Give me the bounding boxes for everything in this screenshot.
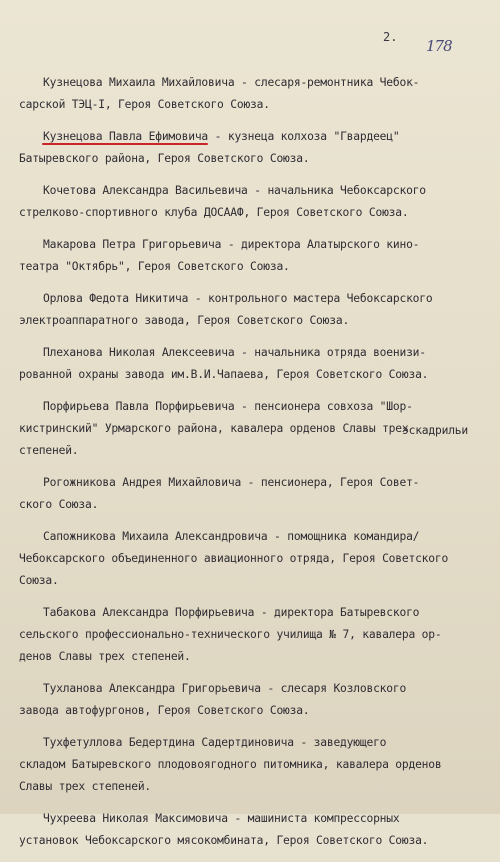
entry-line: Кузнецова Михаила Михайловича - слесаря-ремонтника Чебок- bbox=[43, 76, 420, 89]
list-item bbox=[0, 72, 500, 116]
list-item bbox=[0, 732, 500, 798]
entry-line: рованной охраны завода им.В.И.Чапаева, Героя Советского Союза. bbox=[19, 368, 429, 381]
list-item bbox=[0, 288, 500, 332]
entry-line: кистринский" Урмарского района, кавалера орденов Славы трех bbox=[19, 422, 409, 435]
award-list bbox=[0, 72, 500, 862]
entry-line: Тухфетуллова Бедертдина Садертдиновича - заведующего bbox=[43, 736, 387, 749]
entry-line: денов Славы трех степеней. bbox=[19, 650, 191, 663]
list-item bbox=[0, 602, 500, 668]
entry-line: Орлова Федота Никитича - контрольного мастера Чебоксарского bbox=[43, 292, 433, 305]
list-item bbox=[0, 342, 500, 386]
inserted-correction: эскадрильи bbox=[402, 424, 469, 437]
list-item bbox=[0, 180, 500, 224]
entry-line: Порфирьева Павла Порфирьевича - пенсионера совхоза "Шор- bbox=[43, 400, 413, 413]
entry-line: Чебоксарского объединенного авиационного отряда, Героя Советского bbox=[19, 552, 449, 565]
list-item bbox=[0, 396, 500, 462]
archive-folio-number: 178 bbox=[426, 37, 452, 55]
entry-line: Союза. bbox=[19, 574, 59, 587]
entry-line: ского Союза. bbox=[19, 498, 99, 511]
entry-line: Славы трех степеней. bbox=[19, 780, 152, 793]
entry-line: Макарова Петра Григорьевича - директора Алатырского кино- bbox=[43, 238, 420, 251]
highlighted-text: Кузнецова Павла Ефимовича bbox=[43, 130, 209, 143]
entry-line-rest: - кузнеца колхоза "Гвардеец" bbox=[208, 130, 400, 143]
underlined-name bbox=[43, 126, 208, 148]
list-item bbox=[0, 472, 500, 516]
entry-line: Кочетова Александра Васильевича - начальника Чебоксарского bbox=[43, 184, 426, 197]
list-item bbox=[0, 234, 500, 278]
entry-line: Рогожникова Андрея Михайловича - пенсионера, Героя Совет- bbox=[43, 476, 420, 489]
entry-line: завода автофургонов, Героя Советского Союза. bbox=[19, 704, 310, 717]
entry-line: складом Батыревского плодовоягодного питомника, кавалера орденов bbox=[19, 758, 442, 771]
entry-line: электроаппаратного завода, Героя Советского Союза. bbox=[19, 314, 350, 327]
list-item bbox=[0, 526, 500, 592]
entry-line: Тухланова Александра Григорьевича - слесаря Козловского bbox=[43, 682, 407, 695]
red-pencil-underline bbox=[42, 143, 208, 145]
entry-line bbox=[0, 126, 500, 148]
list-item bbox=[0, 808, 500, 852]
entry-line: театра "Октябрь", Героя Советского Союза. bbox=[19, 260, 290, 273]
entry-line: сарской ТЭЦ-I, Героя Советского Союза. bbox=[19, 98, 270, 111]
entry-line: стрелково-спортивного клуба ДОСААФ, Героя Советского Союза. bbox=[19, 206, 409, 219]
entry-line: степеней. bbox=[19, 444, 79, 457]
entry-line: Табакова Александра Порфирьевича - директора Батыревского bbox=[43, 606, 420, 619]
list-item bbox=[0, 678, 500, 722]
list-item bbox=[0, 126, 500, 170]
entry-line: сельского профессионально-технического училища № 7, кавалера ор- bbox=[19, 628, 442, 641]
entry-line: Чухреева Николая Максимовича - машиниста компрессорных bbox=[43, 812, 400, 825]
page-number: 2. bbox=[383, 30, 398, 44]
entry-line: установок Чебоксарского мясокомбината, Героя Советского Союза. bbox=[19, 834, 429, 847]
entry-line: Батыревского района, Героя Советского Союза. bbox=[19, 152, 310, 165]
entry-line: Сапожникова Михаила Александровича - помощника командира/ bbox=[43, 530, 420, 543]
entry-line: Плеханова Николая Алексеевича - начальника отряда военизи- bbox=[43, 346, 426, 359]
